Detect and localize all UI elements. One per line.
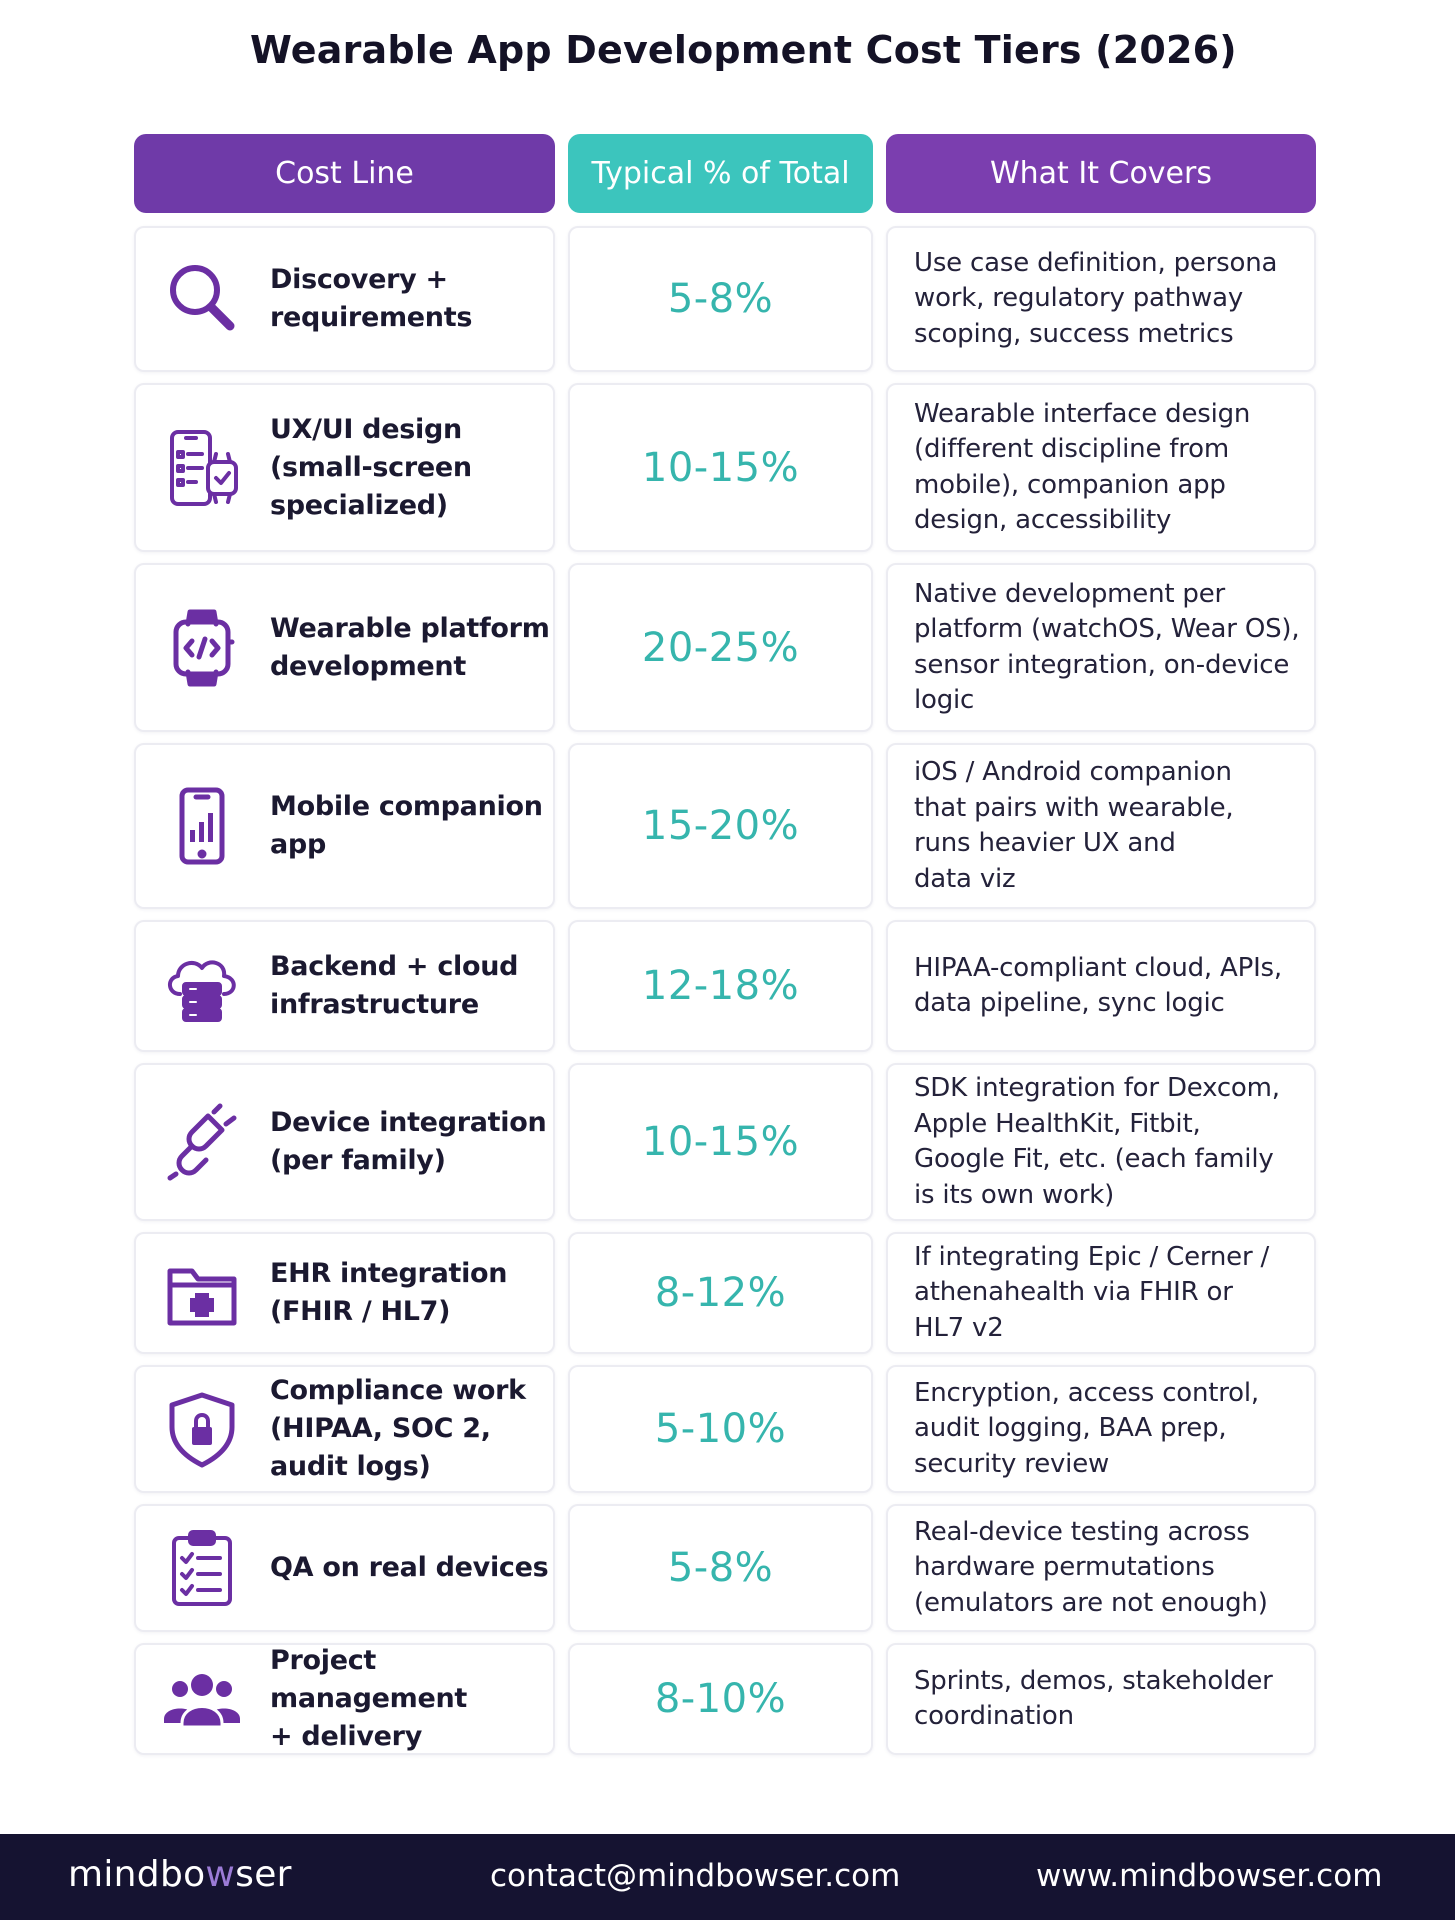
header-what-it-covers: What It Covers (886, 134, 1316, 213)
brand-logo: mindbowser (68, 1854, 292, 1895)
phone-watch-icon (162, 428, 242, 508)
cost-line-cell (134, 1063, 555, 1221)
cost-line-label: Backend + cloud infrastructure (270, 951, 519, 1020)
cost-line-label: QA on real devices (270, 1552, 549, 1583)
covers-description: Encryption, access control, audit logging, BAA prep, security review (886, 1365, 1316, 1493)
covers-description: Sprints, demos, stakeholder coordination (886, 1643, 1316, 1755)
website-link[interactable]: www.mindbowser.com (1036, 1858, 1383, 1894)
table-row (134, 226, 1316, 372)
table-row (134, 1643, 1316, 1755)
magnifier-icon (162, 259, 242, 339)
percent-value: 5-8% (568, 1504, 873, 1632)
percent-value: 10-15% (568, 383, 873, 552)
percent-value: 8-10% (568, 1643, 873, 1755)
covers-description: Use case definition, persona work, regulatory pathway scoping, success metrics (886, 226, 1316, 372)
page-title: Wearable App Development Cost Tiers (2026) (250, 28, 1237, 72)
cost-line-cell (134, 1643, 555, 1755)
smartwatch-code-icon (162, 608, 242, 688)
percent-value: 20-25% (568, 563, 873, 732)
clipboard-checklist-icon (162, 1528, 242, 1608)
covers-description: HIPAA-compliant cloud, APIs, data pipeline, sync logic (886, 920, 1316, 1052)
cost-line-cell (134, 1232, 555, 1354)
percent-value: 12-18% (568, 920, 873, 1052)
table-row (134, 563, 1316, 732)
medical-folder-icon (162, 1253, 242, 1333)
cost-line-cell (134, 226, 555, 372)
cost-line-label: Project management + delivery (270, 1645, 468, 1752)
shield-lock-icon (162, 1389, 242, 1469)
table-row (134, 743, 1316, 909)
cost-line-label: Mobile companion app (270, 791, 543, 860)
cost-line-label: Discovery + requirements (270, 264, 473, 333)
contact-email[interactable]: contact@mindbowser.com (490, 1858, 901, 1894)
cost-line-label: Compliance work (HIPAA, SOC 2, audit logs) (270, 1375, 526, 1482)
table-row (134, 920, 1316, 1052)
percent-value: 5-8% (568, 226, 873, 372)
cloud-server-icon (162, 946, 242, 1026)
header-typical-percent: Typical % of Total (568, 134, 873, 213)
table-row (134, 1365, 1316, 1493)
percent-value: 10-15% (568, 1063, 873, 1221)
percent-value: 15-20% (568, 743, 873, 909)
cost-line-label: Wearable platform development (270, 612, 550, 682)
covers-description: Wearable interface design (different discipline from mobile), companion app design, accessibility (886, 383, 1316, 552)
plug-connector-icon (162, 1102, 242, 1182)
covers-description: SDK integration for Dexcom, Apple HealthKit, Fitbit, Google Fit, etc. (each family is its own work) (886, 1063, 1316, 1221)
percent-value: 8-12% (568, 1232, 873, 1354)
team-icon (162, 1659, 242, 1739)
table-row (134, 383, 1316, 552)
cost-line-label: EHR integration (FHIR / HL7) (270, 1258, 508, 1327)
cost-line-label: Device integration (per family) (270, 1107, 547, 1176)
table-body (134, 226, 1316, 1755)
table-row (134, 1504, 1316, 1632)
covers-description: Native development per platform (watchOS, Wear OS), sensor integration, on-device logic (886, 563, 1316, 732)
cost-line-label: UX/UI design (small-screen specialized) (270, 413, 472, 521)
covers-description: If integrating Epic / Cerner / athenahealth via FHIR or HL7 v2 (886, 1232, 1316, 1354)
cost-table (134, 134, 1316, 1766)
covers-description: Real-device testing across hardware permutations (emulators are not enough) (886, 1504, 1316, 1632)
cost-line-cell (134, 920, 555, 1052)
table-row (134, 1063, 1316, 1221)
cost-line-cell (134, 563, 555, 732)
cost-line-cell (134, 1365, 555, 1493)
cost-line-cell (134, 383, 555, 552)
header-cost-line: Cost Line (134, 134, 555, 213)
table-row (134, 1232, 1316, 1354)
cost-line-cell (134, 743, 555, 909)
phone-chart-icon (162, 786, 242, 866)
footer (0, 1834, 1455, 1920)
cost-line-cell (134, 1504, 555, 1632)
percent-value: 5-10% (568, 1365, 873, 1493)
covers-description: iOS / Android companion that pairs with wearable, runs heavier UX and data viz (886, 743, 1316, 909)
table-header (134, 134, 1316, 213)
